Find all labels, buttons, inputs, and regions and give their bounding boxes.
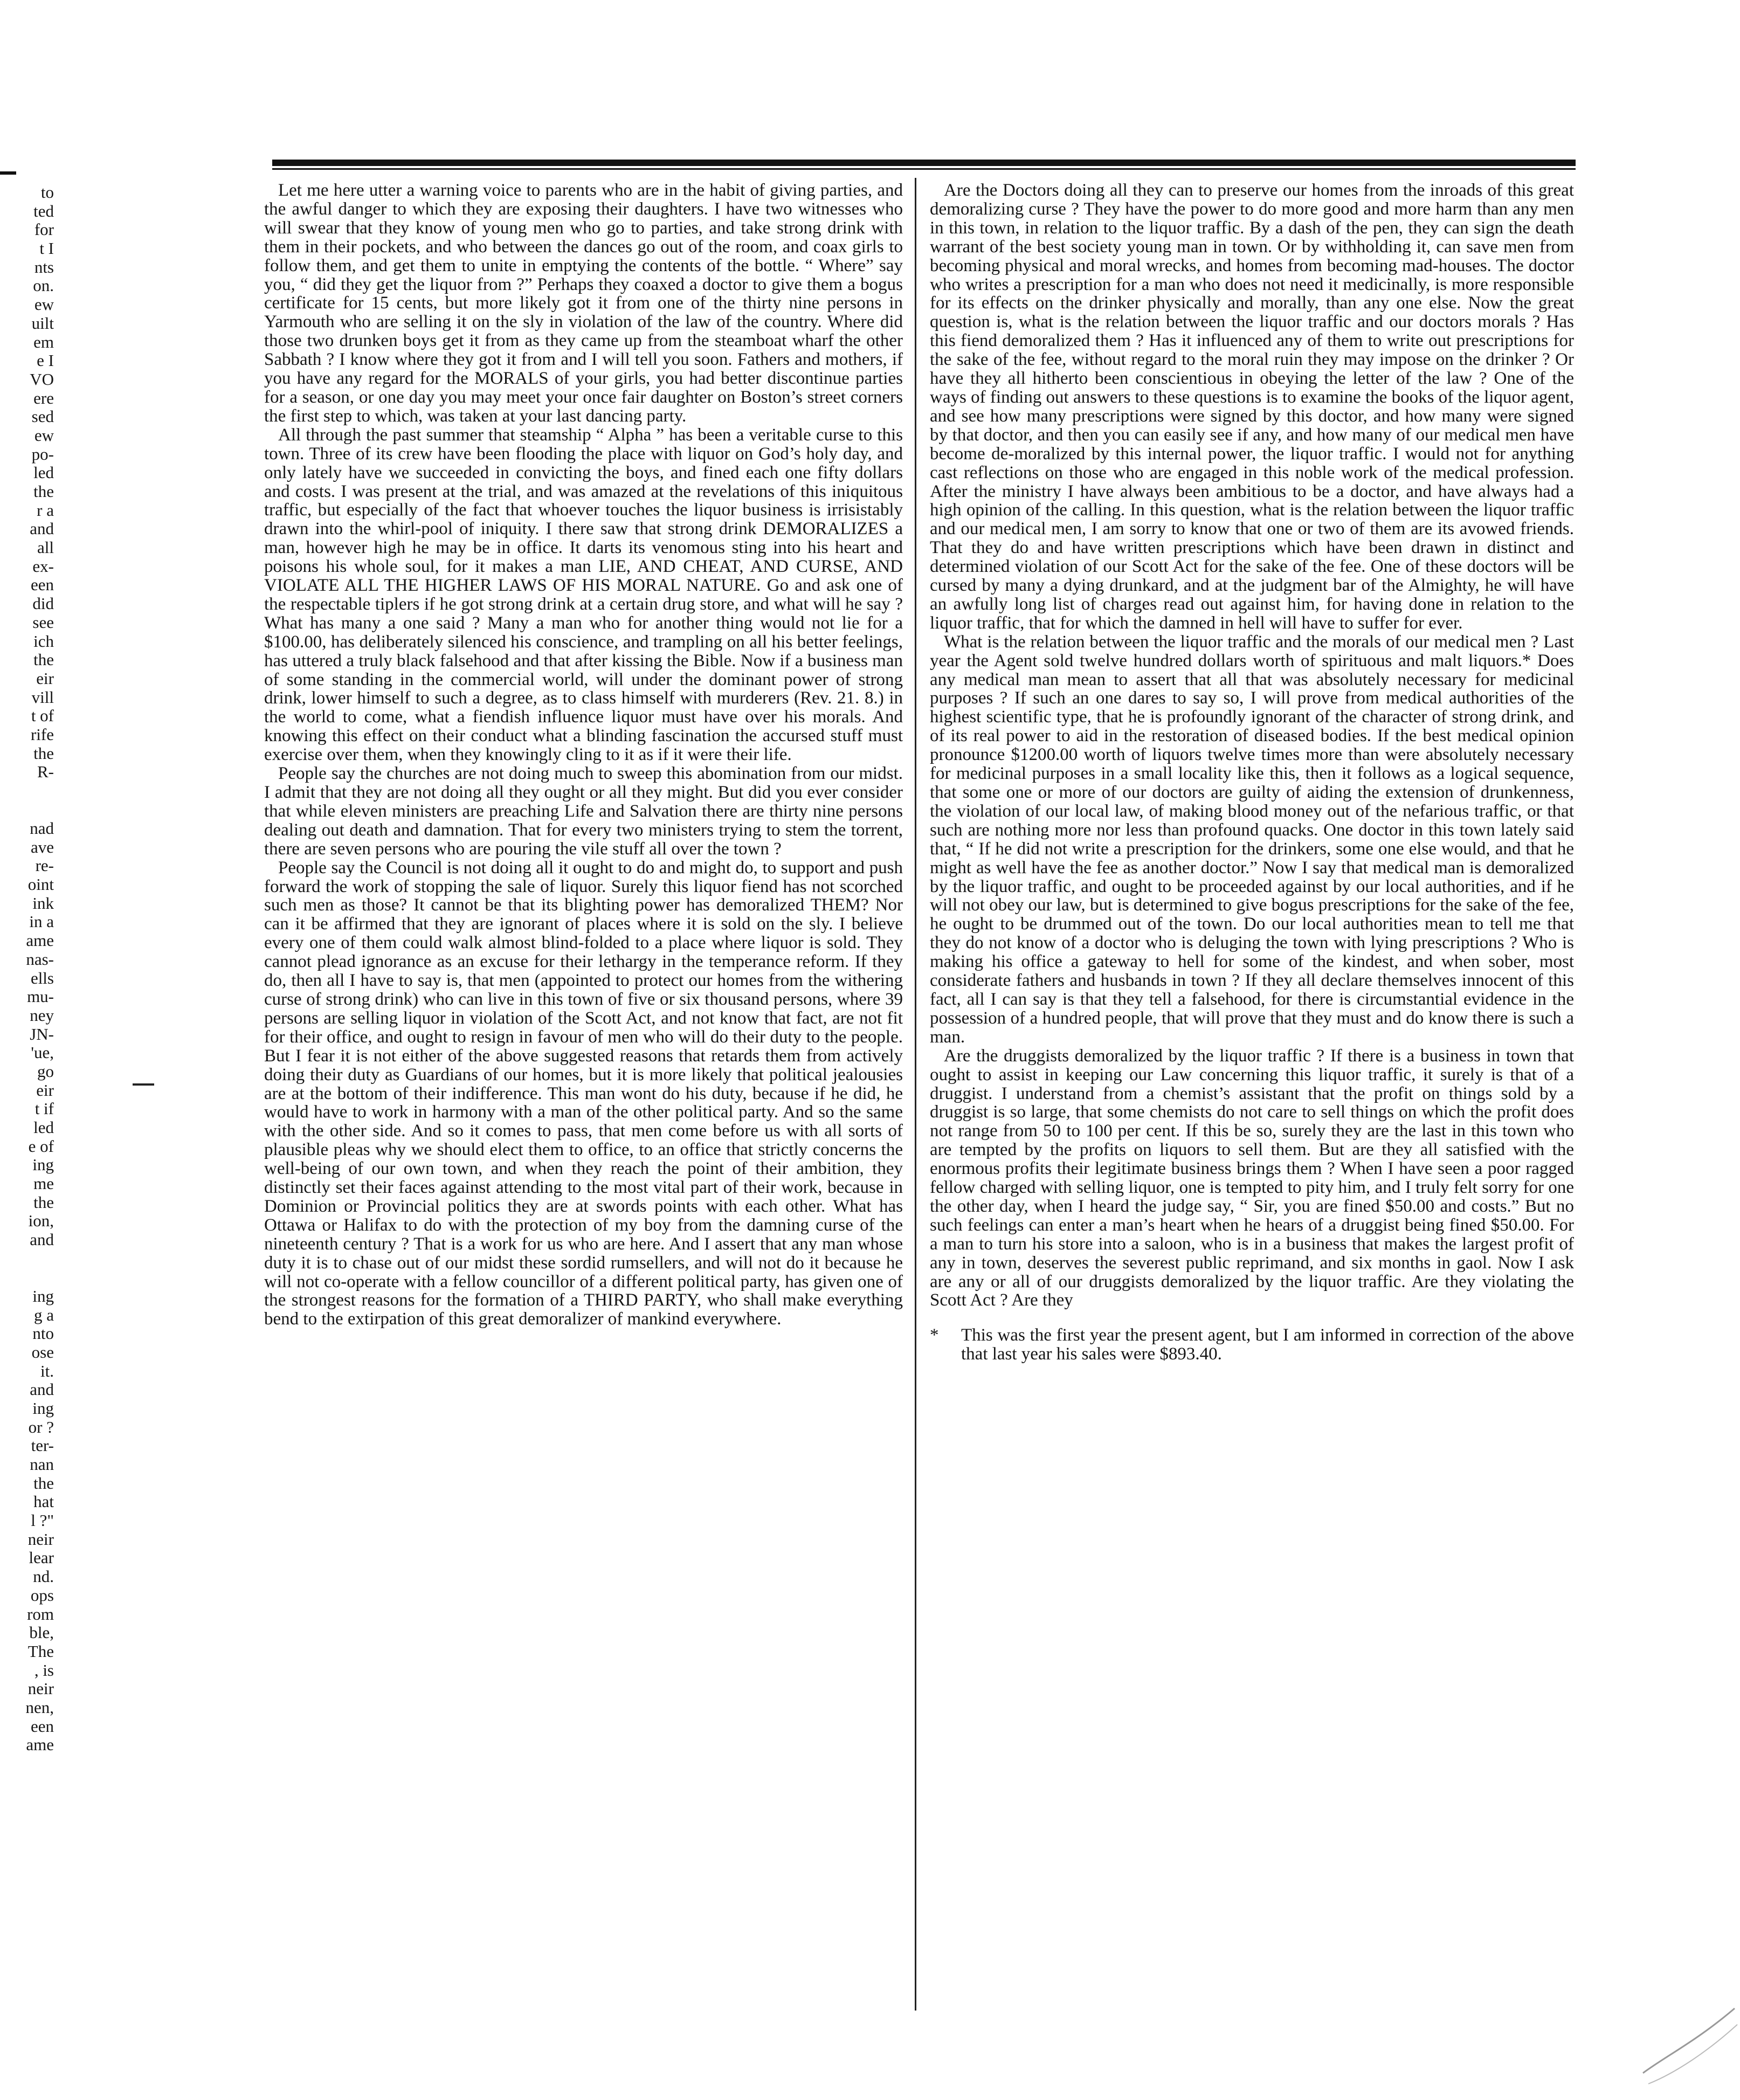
left-column <box>264 181 903 1329</box>
bleed-fragment: 'ue, <box>31 1043 54 1062</box>
bleed-fragment: led <box>33 463 54 482</box>
bleed-fragment: nan <box>30 1455 54 1474</box>
page-curl-mark <box>1632 1992 1740 2100</box>
bleed-fragment: for <box>34 220 54 239</box>
bleed-fragment: l ?" <box>31 1511 54 1530</box>
paragraph-druggists: Are the druggists demoralized by the liquor traffic ? If there is a business in town that ought to assist in keeping our Law concerning this liquor traffic, it surely is that of a druggist. I understand from a chemist’s assistant that the profit on things sold by a druggist is so large, that some chemists do not care to sell things on which the profit does not range from 50 to 100 per cent. If this be so, surely they are the last in this town who are tempted by the profits on liquors to sell them. But are they all satisfied with the enormous profits their legitimate business brings them ? When I have seen a poor ragged fellow charged with selling liquor, one is tempted to pity him, and I truly felt sorry for one the other day, when I heard the judge say, “ Sir, you are fined $50.00 and costs.” But no such feelings can enter a man’s heart when he hears of a druggist being fined $50.00. For a man to turn his store into a saloon, who is in a business that makes the largest profit of any in town, deserves the severest public reprimand, and six months in gaol. Now I ask are any or all of our druggists demoralized by the liquor traffic. Are they violating the Scott Act ? Are they <box>930 1046 1574 1310</box>
bleed-fragment: re- <box>35 856 54 875</box>
bleed-fragment: neir <box>27 1529 54 1549</box>
bleed-fragment: and <box>30 1380 54 1399</box>
bleed-fragment <box>0 782 54 819</box>
bleed-fragment: nas- <box>26 949 54 969</box>
bleed-fragment: ame <box>26 1735 54 1754</box>
bleed-fragment: on. <box>33 276 54 295</box>
paragraph-warning-parents: Let me here utter a warning voice to parents who are in the habit of giving parties, and the awful danger to which they are exposing their daughters. I have two witnesses who will swear that they know of young men who go to parties, and take strong drink with them in their pockets, and who between the dances go out of the room, and coax girls to follow them, and get them to unite in emptying the contents of the bottle. “ Where” say you, “ did they get the liquor from ?” Perhaps they coaxed a doctor to give them a bogus certificate for 15 cents, but more likely got it from one of the thirty nine persons in Yarmouth who are selling it on the sly in violation of the law of the country. Where did those two drunken boys get it from as they came up from the steamboat wharf the other Sabbath ? I know where they got it from and I will tell you soon. Fathers and mothers, if you have any regard for the MORALS of your girls, you had better discontinue parties for a season, or one day you may meet your once fair daughter on Boston’s street corners the first step to which, was taken at your last dancing party. <box>264 181 903 426</box>
bleed-fragment: ion, <box>28 1211 54 1231</box>
bleed-fragment: go <box>37 1061 54 1081</box>
bleed-fragment <box>0 1249 54 1287</box>
bleed-fragment: ing <box>32 1155 54 1175</box>
bleed-fragment: JN- <box>30 1024 54 1044</box>
bleed-fragment: and <box>30 1230 54 1249</box>
bleed-fragment: nto <box>32 1324 54 1343</box>
bleed-fragment: ter- <box>31 1436 54 1455</box>
bleed-fragment: ing <box>32 1286 54 1305</box>
bleed-fragment: ted <box>33 201 54 220</box>
bleed-fragment: nen, <box>25 1697 54 1717</box>
bleed-fragment: ing <box>32 1398 54 1418</box>
bleed-fragment: eir <box>36 1080 54 1100</box>
bleed-fragment: ney <box>30 1005 54 1025</box>
bleed-fragment: the <box>33 743 54 763</box>
bleed-fragment: did <box>32 594 54 613</box>
bleed-fragment: me <box>33 1174 54 1193</box>
bleed-fragment: ells <box>30 968 54 987</box>
paragraph-doctors: Are the Doctors doing all they can to preserve our homes from the inroads of this great demoralizing curse ? They have the power to do more good and more harm than any men in this town, in relation to the liquor traffic. By a dash of the pen, they can sign the death warrant of the best society young man in town. Or by withholding it, can save men from becoming physical and moral wrecks, and homes from becoming mad-houses. The doctor who writes a prescription for a man who does not need it medicinally, is more responsible for its effects on the drinker physically and morally, than any one else. Now the great question is, what is the relation between the liquor traffic and our doctors morals ? Has this fiend demoralized them ? Has it influenced any of them to write out prescriptions for the sake of the fee, without regard to the moral ruin they may impose on the drinker ? Or have they all hitherto been conscientious in obeying the letter of the law ? One of the ways of finding out answers to these questions is to examine the books of the liquor agent, and see how many prescriptions were signed by this doctor, and how many were signed by that doctor, and then you can easily see if any, and how many of our medical men have become de-moralized by this internal power, the liquor traffic. I would not for anything cast reflections on those who are engaged in this noble work of the medical profession. After the ministry I have always been ambitious to be a doctor, and have always had a high opinion of the calling. In this question, what is the relation between the liquor traffic and our medical men, I am sorry to know that one or two of them are its avowed friends. That they do and have written prescriptions which have been drawn in distinct and determined violation of our Scott Act for the sake of the fee. One of these doctors will be cursed by many a dying drunkard, and at the judgment bar of the Almighty, he will have an awfully long list of charges read out against him, for having done in relation to the liquor traffic, that for which the damned in hell will have to suffer for ever. <box>930 181 1574 633</box>
bleed-fragment: the <box>33 650 54 669</box>
bleed-fragment: it. <box>40 1361 54 1380</box>
bleed-fragment: to <box>40 183 54 202</box>
bleed-fragment: uilt <box>31 313 54 333</box>
bleed-fragment: t if <box>34 1099 54 1118</box>
bleed-fragment: VO <box>30 369 54 389</box>
column-divider <box>915 178 916 2011</box>
footnote-marker: * <box>930 1325 939 1345</box>
bleed-fragment: the <box>33 1473 54 1493</box>
bleed-fragment: the <box>33 482 54 501</box>
paragraph-churches: People say the churches are not doing much to sweep this abomination from our midst. I admit that they are not doing all they ought or all they might. But did you ever consider that while eleven ministers are preaching Life and Salvation there are thirty nine persons dealing out death and damnation. That for every two ministers trying to stem the torrent, there are seven persons who are pouring the vile stuff all over the town ? <box>264 764 903 859</box>
bleed-fragment: or ? <box>28 1417 54 1436</box>
footnote-text: This was the first year the present agent, but I am informed in correction of the above that last year his sales were $893.40. <box>961 1325 1574 1364</box>
bleed-fragment: nad <box>30 819 54 838</box>
paragraph-medical-men: What is the relation between the liquor traffic and the morals of our medical men ? Last year the Agent sold twelve hundred dollars worth of spirituous and malt liquors.* Does any medical man mean to assert that all that was absolutely necessary for medicinal purposes ? If such an one dares to say so, I will prove from medical authorities of the highest scientific type, that he is profoundly ignorant of the character of strong drink, and of its real power to aid in the restoration of diseased bodies. If the best medical opinion pronounce $1200.00 worth of liquors twelve times more than were absolutely necessary for medicinal purposes in a small locality like this, then it follows as a logical sequence, that some one or more of our doctors are guilty of aiding the extension of drunkenness, the violation of our local law, of making blood money out of the nefarious traffic, or that such are nothing more nor less than profound quacks. One doctor in this town lately said that, “ If he did not write a prescription for the drinkers, some one else would, and that he might as well have the fee as another doctor.” Now I say that medical man is demoralized by the liquor traffic, and ought to be proceeded against by our local authorities, and if he will not obey our law, but is determined to give bogus prescriptions for the sake of the fee, he ought to be drummed out of the town. Do our local authorities mean to tell me that they do not know of a doctor who is deluging the town with lying prescriptions ? Who is making his office a gateway to hell for some of the kindest, and when sober, most considerate fathers and husbands in town ? If they all declare themselves innocent of this fact, all I can say is that they tell a falsehood, for there is circumstantial evidence in the possession of a hundred people, that will prove that they must and do know there is such a man. <box>930 632 1574 1047</box>
bleed-fragment: oint <box>27 875 54 894</box>
bleed-fragment: see <box>32 612 54 632</box>
bleed-fragment: e of <box>28 1136 54 1156</box>
paragraph-council: People say the Council is not doing all it ought to do and might do, to support and push forward the work of stopping the sale of liquor. Surely this liquor fiend has not scorched such men as those? It cannot be that its blighting power has demoralized THEM? Nor can it be affirmed that they are ignorant of places where it is sold on the sly. I believe every one of them could walk almost blind-folded to a place where liquor is sold. They cannot plead ignorance as an excuse for their lethargy in the temperance reform. If they do, then all I have to say is, that men (appointed to protect our homes from the withering curse of strong drink) who can live in this town of five or six thousand persons, where 39 persons are selling liquor in violation of the Scott Act, and not know that fact, are not fit for their office, and ought to resign in favour of men who will do their duty to the people. But I fear it is not either of the above suggested reasons that retards them from actively doing their duty as Guardians of our homes, but it is more likely that political jealousies are at the bottom of their indifference. This man wont do his duty, because if he did, he would have to work in harmony with a man of the other political party. And so the same with the other side. And so it comes to pass, that men come before us with all sorts of plausible pleas why we should elect them to office, to an office that strictly concerns the well-being of our own town, and when they reach the point of their ambition, they distinctly set their faces against attending to the most vital part of their work, because in Dominion or Provincial politics they are at swords points with each other. What has Ottawa or Halifax to do with the protection of my boy from the damning curse of the nineteenth century ? That is a work for us who are here. And I assert that any man whose duty it is to chase out of our midst these sordid rumsellers, and will not do it because he will not co-operate with a fellow councillor of a different political party, has given one of the strongest reasons for the formation of a THIRD PARTY, who shall make everything bend to the extirpation of this great demoralizer of mankind everywhere. <box>264 858 903 1329</box>
bleed-fragment: ink <box>32 893 54 913</box>
bleed-fragment: r a <box>37 500 54 520</box>
bleed-fragment: sed <box>31 407 54 426</box>
bleed-fragment: po- <box>31 444 54 464</box>
bleed-fragment: em <box>33 332 54 351</box>
top-rule <box>272 160 1576 166</box>
paragraph-steamship-alpha: All through the past summer that steamship “ Alpha ” has been a veritable curse to this town. Three of its crew have been flooding the place with liquor on God’s holy day, and only lately have we succeeded in convicting the boys, and fined each one fifty dollars and costs. I was present at the trial, and was amazed at the revelations of this iniquitous traffic, but especially of the fact that whoever touches the liquor business is irrisistably drawn into the whirl-pool of iniquity. I there saw that strong drink DEMORALIZES a man, however high he may be in office. It darts its venomous sting into his heart and poisons his whole soul, for it makes a man LIE, AND CHEAT, AND CURSE, AND VIOLATE ALL THE HIGHER LAWS OF HIS MORAL NATURE. Go and ask one of the respectable tiplers if he got strong drink at a certain drug store, and what will he say ? What has many a one said ? Many a man who for another thing would not lie for a $100.00, has deliberately silenced his conscience, and trampling on all his better feelings, has uttered a truly black falsehood and that after kissing the Bible. Now if a business man of some standing in the commercial world, will under the dominant power of strong drink, lower himself to such a degree, as to class himself with murderers (Rev. 21. 8.) in the world to come, what a fiendish influence liquor must have over his morals. And knowing this effect on their conduct what a blinding fascination the accursed stuff must exercise over them, when they knowingly cling to it as if it were their life. <box>264 425 903 765</box>
bleed-fragment: led <box>33 1118 54 1137</box>
bleed-fragment: g a <box>33 1305 54 1324</box>
bleed-fragment: rife <box>30 724 54 744</box>
bleed-fragment: R- <box>37 762 54 782</box>
bleed-fragment: ex- <box>32 556 54 576</box>
bleed-fragment: ere <box>33 388 54 407</box>
bleed-fragment: ave <box>30 837 54 856</box>
bleed-fragment: eir <box>36 668 54 688</box>
bleed-fragment: ble, <box>29 1623 54 1642</box>
bleed-fragment: ich <box>33 631 54 651</box>
footnote <box>930 1326 1574 1364</box>
bleed-fragment: neir <box>27 1679 54 1698</box>
bleed-fragment: and <box>30 519 54 538</box>
bleed-fragment: ose <box>31 1342 54 1362</box>
bleed-fragment: lear <box>29 1548 54 1567</box>
right-column <box>930 181 1574 1364</box>
crop-tick <box>133 1083 154 1086</box>
bleed-fragment: ame <box>26 931 54 950</box>
top-rule-thin <box>272 168 1576 170</box>
bleed-fragment: hat <box>33 1492 54 1511</box>
bleed-fragment: een <box>30 575 54 595</box>
bleed-fragment: e I <box>37 351 54 370</box>
previous-page-bleed <box>0 183 54 1962</box>
bleed-fragment: nts <box>34 257 54 277</box>
bleed-fragment: The <box>27 1641 54 1661</box>
bleed-fragment: , is <box>34 1660 54 1680</box>
margin-mark <box>0 171 16 175</box>
bleed-fragment: ew <box>34 425 54 445</box>
bleed-fragment: een <box>30 1716 54 1736</box>
bleed-fragment: mu- <box>27 987 54 1006</box>
bleed-fragment: all <box>37 538 54 557</box>
bleed-fragment: vill <box>31 687 54 707</box>
bleed-fragment: rom <box>27 1604 54 1624</box>
bleed-fragment: nd. <box>33 1567 54 1586</box>
bleed-fragment: t I <box>39 239 54 258</box>
bleed-fragment: ops <box>30 1585 54 1605</box>
bleed-fragment: t of <box>31 706 54 726</box>
bleed-fragment: the <box>33 1192 54 1212</box>
bleed-fragment: ew <box>34 295 54 314</box>
bleed-fragment: in a <box>29 912 54 931</box>
